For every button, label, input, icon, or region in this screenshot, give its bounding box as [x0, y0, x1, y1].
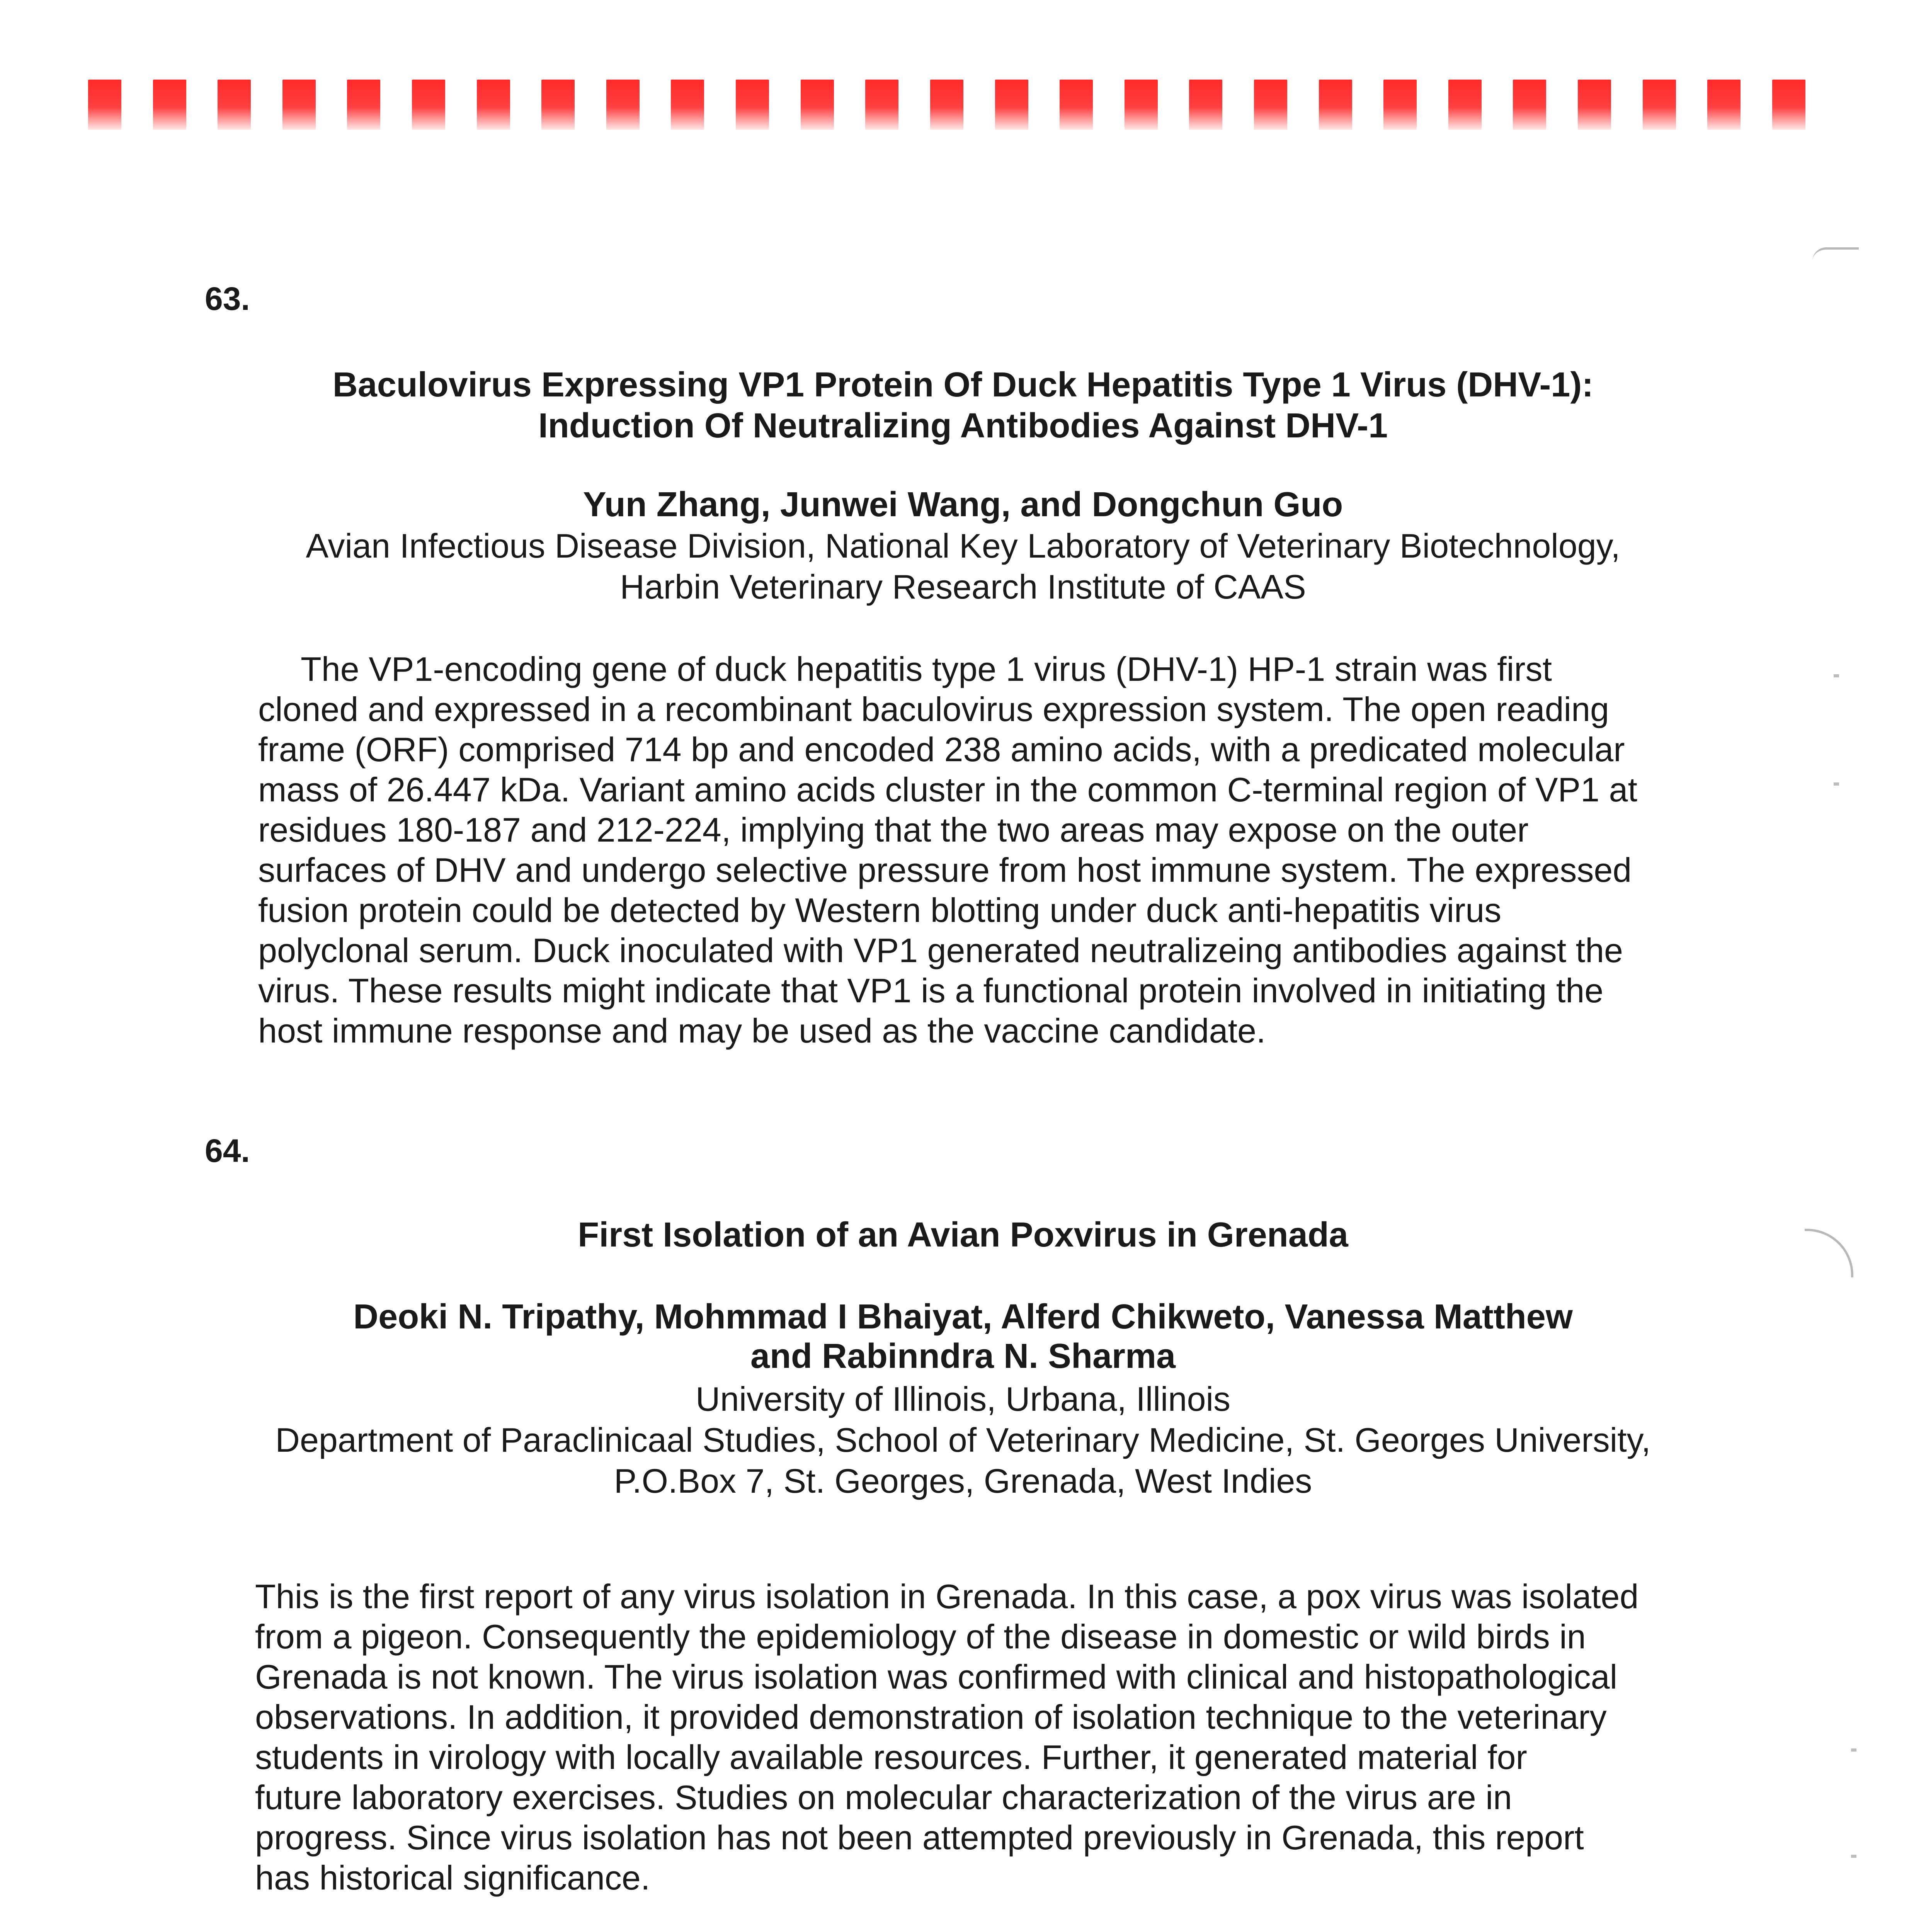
title-line: Induction Of Neutralizing Antibodies Against DHV-1 — [538, 406, 1388, 445]
abstract-line: future laboratory exercises. Studies on molecular characterization of the virus are in — [255, 1778, 1512, 1816]
header-tick — [606, 80, 640, 130]
affiliation-line: Department of Paraclinicaal Studies, School of Veterinary Medicine, St. Georges University, — [275, 1421, 1651, 1459]
header-tick — [1125, 80, 1158, 130]
scan-speck — [1851, 1855, 1856, 1858]
abstract-number: 63. — [205, 281, 250, 317]
abstract-line: frame (ORF) comprised 714 bp and encoded 238 amino acids, with a predicated molecular — [258, 730, 1625, 769]
header-tick — [1383, 80, 1417, 130]
scan-speck — [1834, 782, 1839, 786]
author-list — [0, 1297, 1926, 1376]
abstract-line: cloned and expressed in a recombinant baculovirus expression system. The open reading — [258, 690, 1609, 728]
abstract-line: students in virology with locally available resources. Further, it generated material for — [255, 1738, 1527, 1776]
header-tick — [1060, 80, 1093, 130]
abstract-line: observations. In addition, it provided demonstration of isolation technique to the veterinary — [255, 1698, 1607, 1736]
header-tick — [1448, 80, 1482, 130]
header-tick — [995, 80, 1028, 130]
header-tick — [541, 80, 575, 130]
abstract-line: mass of 26.447 kDa. Variant amino acids cluster in the common C-terminal region of VP1 at — [258, 770, 1637, 809]
header-tick — [1319, 80, 1352, 130]
header-tick — [865, 80, 898, 130]
author-list — [0, 485, 1926, 524]
author-line: Yun Zhang, Junwei Wang, and Dongchun Guo — [583, 485, 1343, 524]
abstract-line: polyclonal serum. Duck inoculated with VP1 generated neutralizeing antibodies against the — [258, 931, 1623, 969]
abstract-line: has historical significance. — [255, 1859, 650, 1897]
header-tick — [1772, 80, 1805, 130]
affiliation — [0, 526, 1926, 607]
affiliation-line: University of Illinois, Urbana, Illinois — [695, 1380, 1231, 1418]
abstract-body — [258, 649, 1688, 1051]
header-tick — [347, 80, 380, 130]
abstract-body — [255, 1577, 1685, 1898]
scan-speck — [1851, 1748, 1856, 1752]
header-tick — [218, 80, 251, 130]
header-tick — [1707, 80, 1741, 130]
abstract-line: Grenada is not known. The virus isolation was confirmed with clinical and histopathological — [255, 1658, 1618, 1696]
scan-speck — [1834, 674, 1839, 677]
header-tick — [1643, 80, 1676, 130]
header-tick — [477, 80, 510, 130]
author-line: Deoki N. Tripathy, Mohmmad I Bhaiyat, Alferd Chikweto, Vanessa Matthew — [353, 1298, 1573, 1336]
header-tick — [88, 80, 121, 130]
header-tick — [1189, 80, 1222, 130]
abstract-title — [0, 1214, 1926, 1255]
punch-hole-mark — [1812, 247, 1859, 261]
affiliation-line: Harbin Veterinary Research Institute of CAAS — [620, 568, 1306, 606]
abstract-line: host immune response and may be used as the vaccine candidate. — [258, 1012, 1266, 1050]
header-tick — [412, 80, 445, 130]
author-line: and Rabinndra N. Sharma — [750, 1337, 1176, 1376]
abstract-line: progress. Since virus isolation has not been attempted previously in Grenada, this report — [255, 1818, 1584, 1857]
header-tick — [1254, 80, 1287, 130]
abstract-title — [0, 364, 1926, 446]
header-tick-bar — [88, 80, 1805, 130]
header-tick — [282, 80, 316, 130]
header-tick — [153, 80, 186, 130]
abstract-line: from a pigeon. Consequently the epidemiology of the disease in domestic or wild birds in — [255, 1617, 1586, 1656]
abstract-line: This is the first report of any virus isolation in Grenada. In this case, a pox virus was isolated — [255, 1577, 1639, 1616]
affiliation-line: P.O.Box 7, St. Georges, Grenada, West Indies — [614, 1462, 1312, 1500]
header-tick — [736, 80, 769, 130]
header-tick — [1578, 80, 1611, 130]
header-tick — [801, 80, 834, 130]
abstract-number: 64. — [205, 1133, 250, 1169]
affiliation — [0, 1379, 1926, 1502]
title-line: Baculovirus Expressing VP1 Protein Of Duck Hepatitis Type 1 Virus (DHV-1): — [332, 366, 1594, 404]
abstract-line: virus. These results might indicate that VP1 is a functional protein involved in initiating the — [258, 971, 1604, 1010]
header-tick — [671, 80, 704, 130]
header-tick — [930, 80, 963, 130]
abstract-line: The VP1-encoding gene of duck hepatitis type 1 virus (DHV-1) HP-1 strain was first — [301, 650, 1552, 688]
header-tick — [1513, 80, 1546, 130]
affiliation-line: Avian Infectious Disease Division, National Key Laboratory of Veterinary Biotechnology, — [306, 527, 1620, 565]
abstract-line: residues 180-187 and 212-224, implying that the two areas may expose on the outer — [258, 811, 1529, 849]
abstract-line: surfaces of DHV and undergo selective pressure from host immune system. The expressed — [258, 851, 1632, 889]
abstract-line: fusion protein could be detected by Western blotting under duck anti-hepatitis virus — [258, 891, 1502, 929]
title-line: First Isolation of an Avian Poxvirus in Grenada — [578, 1216, 1348, 1254]
